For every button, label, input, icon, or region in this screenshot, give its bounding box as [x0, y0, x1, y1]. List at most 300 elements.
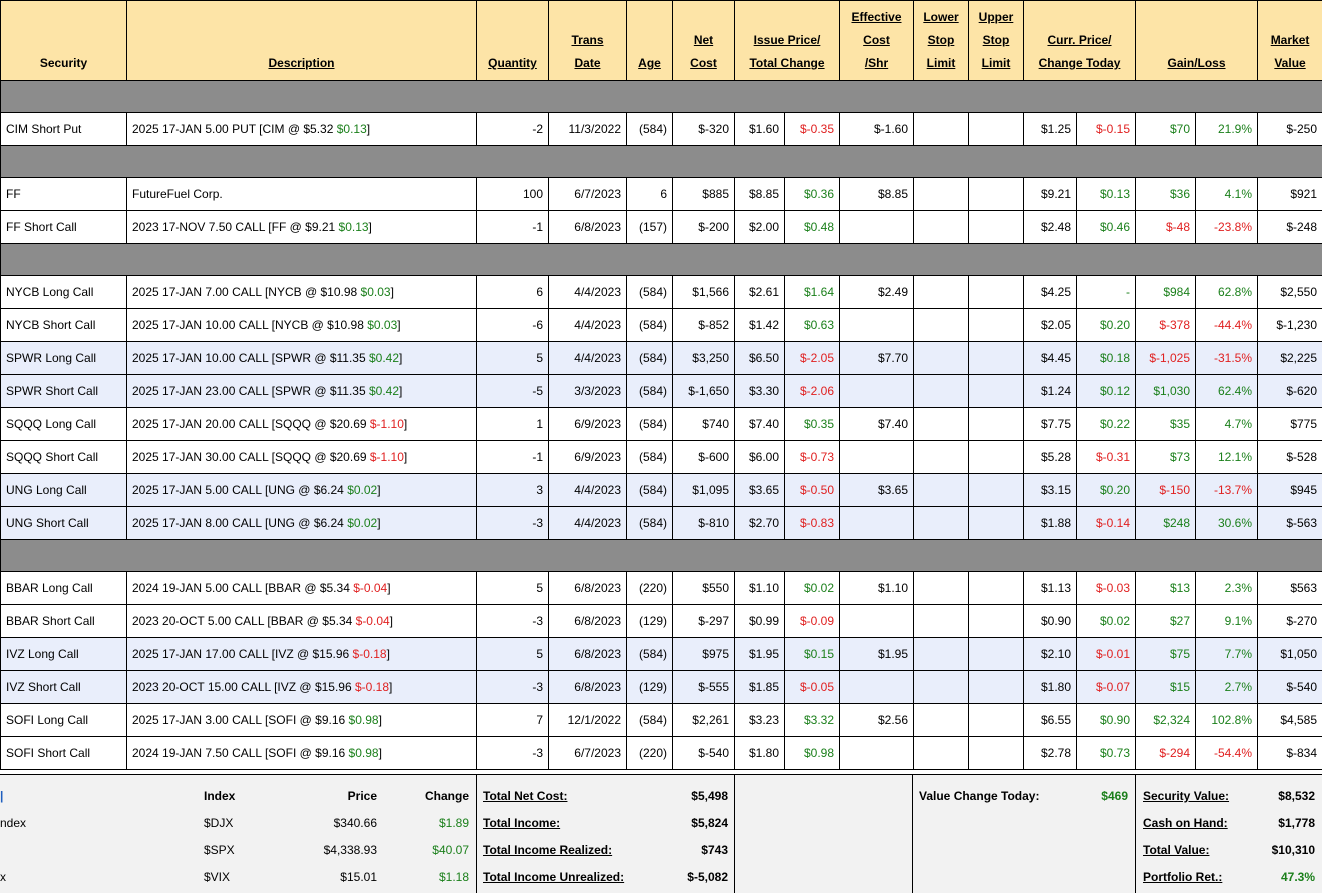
gain-loss-pct-cell[interactable]: 7.7% [1196, 638, 1258, 671]
net-cost-cell[interactable]: $740 [673, 408, 735, 441]
gain-loss-cell[interactable]: $15 [1136, 671, 1196, 704]
change-today-cell[interactable]: $0.12 [1077, 375, 1136, 408]
position-row[interactable] [1, 704, 1322, 737]
gain-loss-cell[interactable]: $-378 [1136, 309, 1196, 342]
quantity-cell[interactable]: -1 [477, 441, 549, 474]
quantity-cell[interactable]: 100 [477, 178, 549, 211]
position-row[interactable] [1, 605, 1322, 638]
effective-cost-cell[interactable] [840, 671, 914, 704]
description-cell[interactable] [127, 408, 477, 441]
security-cell[interactable]: SPWR Short Call [1, 375, 127, 408]
current-price-cell[interactable]: $2.10 [1024, 638, 1077, 671]
gain-loss-pct-cell[interactable]: 102.8% [1196, 704, 1258, 737]
market-value-cell[interactable]: $-248 [1258, 211, 1322, 244]
description-cell[interactable] [127, 441, 477, 474]
total-change-cell[interactable]: $0.48 [785, 211, 840, 244]
net-cost-cell[interactable]: $1,566 [673, 276, 735, 309]
quantity-cell[interactable]: 6 [477, 276, 549, 309]
age-cell[interactable]: 6 [627, 178, 673, 211]
gain-loss-pct-cell[interactable]: -54.4% [1196, 737, 1258, 770]
position-row[interactable] [1, 375, 1322, 408]
current-price-cell[interactable]: $5.28 [1024, 441, 1077, 474]
upper-stop-cell[interactable] [969, 309, 1024, 342]
change-today-cell[interactable]: $0.90 [1077, 704, 1136, 737]
change-today-cell[interactable]: $0.02 [1077, 605, 1136, 638]
total-change-cell[interactable]: $0.98 [785, 737, 840, 770]
current-price-cell[interactable]: $1.88 [1024, 507, 1077, 540]
quantity-cell[interactable]: 1 [477, 408, 549, 441]
lower-stop-cell[interactable] [914, 507, 969, 540]
upper-stop-cell[interactable] [969, 605, 1024, 638]
age-cell[interactable]: (584) [627, 113, 673, 146]
trans-date-cell[interactable]: 4/4/2023 [549, 474, 627, 507]
effective-cost-cell[interactable]: $-1.60 [840, 113, 914, 146]
quantity-cell[interactable]: 3 [477, 474, 549, 507]
lower-stop-cell[interactable] [914, 704, 969, 737]
effective-cost-cell[interactable] [840, 737, 914, 770]
col-net-cost[interactable]: Net Cost [673, 1, 735, 81]
upper-stop-cell[interactable] [969, 113, 1024, 146]
age-cell[interactable]: (584) [627, 704, 673, 737]
lower-stop-cell[interactable] [914, 638, 969, 671]
gain-loss-cell[interactable]: $27 [1136, 605, 1196, 638]
quantity-cell[interactable]: -1 [477, 211, 549, 244]
lower-stop-cell[interactable] [914, 375, 969, 408]
age-cell[interactable]: (584) [627, 638, 673, 671]
effective-cost-cell[interactable] [840, 309, 914, 342]
col-effective-cost[interactable]: Effective Cost /Shr [840, 1, 914, 81]
total-change-cell[interactable]: $1.64 [785, 276, 840, 309]
description-cell[interactable] [127, 671, 477, 704]
security-cell[interactable]: SOFI Long Call [1, 704, 127, 737]
trans-date-cell[interactable]: 6/8/2023 [549, 572, 627, 605]
security-cell[interactable]: SQQQ Short Call [1, 441, 127, 474]
position-row[interactable] [1, 113, 1322, 146]
issue-price-cell[interactable]: $6.00 [735, 441, 785, 474]
net-cost-cell[interactable]: $-1,650 [673, 375, 735, 408]
col-security[interactable]: Security [1, 1, 127, 81]
upper-stop-cell[interactable] [969, 572, 1024, 605]
upper-stop-cell[interactable] [969, 671, 1024, 704]
quantity-cell[interactable]: 7 [477, 704, 549, 737]
market-value-cell[interactable]: $-528 [1258, 441, 1322, 474]
description-cell[interactable] [127, 178, 477, 211]
total-change-cell[interactable]: $-2.06 [785, 375, 840, 408]
quantity-cell[interactable]: -2 [477, 113, 549, 146]
change-today-cell[interactable]: $-0.01 [1077, 638, 1136, 671]
issue-price-cell[interactable]: $1.42 [735, 309, 785, 342]
age-cell[interactable]: (220) [627, 737, 673, 770]
description-cell[interactable] [127, 342, 477, 375]
upper-stop-cell[interactable] [969, 276, 1024, 309]
position-row[interactable] [1, 474, 1322, 507]
current-price-cell[interactable]: $2.48 [1024, 211, 1077, 244]
market-value-cell[interactable]: $1,050 [1258, 638, 1322, 671]
col-age[interactable]: Age [627, 1, 673, 81]
issue-price-cell[interactable]: $2.00 [735, 211, 785, 244]
market-value-cell[interactable]: $-1,230 [1258, 309, 1322, 342]
trans-date-cell[interactable]: 6/8/2023 [549, 671, 627, 704]
net-cost-cell[interactable]: $-297 [673, 605, 735, 638]
current-price-cell[interactable]: $2.78 [1024, 737, 1077, 770]
position-row[interactable] [1, 572, 1322, 605]
description-cell[interactable] [127, 507, 477, 540]
position-row[interactable] [1, 408, 1322, 441]
age-cell[interactable]: (584) [627, 342, 673, 375]
effective-cost-cell[interactable] [840, 507, 914, 540]
issue-price-cell[interactable]: $2.61 [735, 276, 785, 309]
gain-loss-pct-cell[interactable]: 21.9% [1196, 113, 1258, 146]
lower-stop-cell[interactable] [914, 671, 969, 704]
gain-loss-cell[interactable]: $1,030 [1136, 375, 1196, 408]
total-change-cell[interactable]: $-0.83 [785, 507, 840, 540]
security-cell[interactable]: UNG Short Call [1, 507, 127, 540]
security-cell[interactable]: NYCB Long Call [1, 276, 127, 309]
age-cell[interactable]: (584) [627, 507, 673, 540]
net-cost-cell[interactable]: $-600 [673, 441, 735, 474]
col-curr-price[interactable]: Curr. Price/ Change Today [1024, 1, 1136, 81]
gain-loss-cell[interactable]: $73 [1136, 441, 1196, 474]
age-cell[interactable]: (129) [627, 671, 673, 704]
effective-cost-cell[interactable]: $2.56 [840, 704, 914, 737]
change-today-cell[interactable]: $-0.31 [1077, 441, 1136, 474]
total-change-cell[interactable]: $-0.50 [785, 474, 840, 507]
total-change-cell[interactable]: $0.63 [785, 309, 840, 342]
effective-cost-cell[interactable]: $1.10 [840, 572, 914, 605]
lower-stop-cell[interactable] [914, 113, 969, 146]
position-row[interactable] [1, 737, 1322, 770]
current-price-cell[interactable]: $2.05 [1024, 309, 1077, 342]
col-description[interactable]: Description [127, 1, 477, 81]
lower-stop-cell[interactable] [914, 408, 969, 441]
gain-loss-pct-cell[interactable]: 2.7% [1196, 671, 1258, 704]
issue-price-cell[interactable]: $1.85 [735, 671, 785, 704]
gain-loss-pct-cell[interactable]: -44.4% [1196, 309, 1258, 342]
lower-stop-cell[interactable] [914, 605, 969, 638]
trans-date-cell[interactable]: 3/3/2023 [549, 375, 627, 408]
gain-loss-pct-cell[interactable]: 62.8% [1196, 276, 1258, 309]
gain-loss-pct-cell[interactable]: -31.5% [1196, 342, 1258, 375]
gain-loss-cell[interactable]: $36 [1136, 178, 1196, 211]
age-cell[interactable]: (584) [627, 441, 673, 474]
net-cost-cell[interactable]: $-852 [673, 309, 735, 342]
quantity-cell[interactable]: -3 [477, 671, 549, 704]
gain-loss-cell[interactable]: $248 [1136, 507, 1196, 540]
upper-stop-cell[interactable] [969, 507, 1024, 540]
position-row[interactable] [1, 211, 1322, 244]
quantity-cell[interactable]: -6 [477, 309, 549, 342]
effective-cost-cell[interactable] [840, 441, 914, 474]
col-quantity[interactable]: Quantity [477, 1, 549, 81]
position-row[interactable] [1, 507, 1322, 540]
gain-loss-pct-cell[interactable]: 12.1% [1196, 441, 1258, 474]
col-issue-price[interactable]: Issue Price/ Total Change [735, 1, 840, 81]
quantity-cell[interactable]: -3 [477, 605, 549, 638]
total-change-cell[interactable]: $-2.05 [785, 342, 840, 375]
market-value-cell[interactable]: $-270 [1258, 605, 1322, 638]
upper-stop-cell[interactable] [969, 408, 1024, 441]
current-price-cell[interactable]: $4.25 [1024, 276, 1077, 309]
trans-date-cell[interactable]: 6/7/2023 [549, 737, 627, 770]
upper-stop-cell[interactable] [969, 704, 1024, 737]
lower-stop-cell[interactable] [914, 342, 969, 375]
net-cost-cell[interactable]: $3,250 [673, 342, 735, 375]
net-cost-cell[interactable]: $-200 [673, 211, 735, 244]
market-value-cell[interactable]: $563 [1258, 572, 1322, 605]
upper-stop-cell[interactable] [969, 178, 1024, 211]
position-row[interactable] [1, 638, 1322, 671]
gain-loss-pct-cell[interactable]: -13.7% [1196, 474, 1258, 507]
net-cost-cell[interactable]: $2,261 [673, 704, 735, 737]
quantity-cell[interactable]: -5 [477, 375, 549, 408]
current-price-cell[interactable]: $0.90 [1024, 605, 1077, 638]
description-cell[interactable] [127, 704, 477, 737]
trans-date-cell[interactable]: 6/9/2023 [549, 441, 627, 474]
issue-price-cell[interactable]: $3.30 [735, 375, 785, 408]
effective-cost-cell[interactable]: $2.49 [840, 276, 914, 309]
net-cost-cell[interactable]: $-810 [673, 507, 735, 540]
security-cell[interactable]: FF Short Call [1, 211, 127, 244]
age-cell[interactable]: (584) [627, 375, 673, 408]
gain-loss-pct-cell[interactable]: -23.8% [1196, 211, 1258, 244]
market-value-cell[interactable]: $4,585 [1258, 704, 1322, 737]
position-row[interactable] [1, 276, 1322, 309]
change-today-cell[interactable]: $0.20 [1077, 309, 1136, 342]
issue-price-cell[interactable]: $1.10 [735, 572, 785, 605]
effective-cost-cell[interactable] [840, 211, 914, 244]
lower-stop-cell[interactable] [914, 572, 969, 605]
upper-stop-cell[interactable] [969, 474, 1024, 507]
gain-loss-cell[interactable]: $-1,025 [1136, 342, 1196, 375]
col-trans-date[interactable]: Trans Date [549, 1, 627, 81]
change-today-cell[interactable]: $-0.03 [1077, 572, 1136, 605]
total-change-cell[interactable]: $-0.35 [785, 113, 840, 146]
upper-stop-cell[interactable] [969, 441, 1024, 474]
lower-stop-cell[interactable] [914, 309, 969, 342]
lower-stop-cell[interactable] [914, 276, 969, 309]
net-cost-cell[interactable]: $-320 [673, 113, 735, 146]
position-row[interactable] [1, 441, 1322, 474]
description-cell[interactable] [127, 572, 477, 605]
market-value-cell[interactable]: $945 [1258, 474, 1322, 507]
upper-stop-cell[interactable] [969, 737, 1024, 770]
position-row[interactable] [1, 309, 1322, 342]
gain-loss-cell[interactable]: $984 [1136, 276, 1196, 309]
issue-price-cell[interactable]: $1.60 [735, 113, 785, 146]
current-price-cell[interactable]: $3.15 [1024, 474, 1077, 507]
col-upper-stop[interactable]: Upper Stop Limit [969, 1, 1024, 81]
description-cell[interactable] [127, 638, 477, 671]
trans-date-cell[interactable]: 6/7/2023 [549, 178, 627, 211]
net-cost-cell[interactable]: $-540 [673, 737, 735, 770]
description-cell[interactable] [127, 605, 477, 638]
gain-loss-cell[interactable]: $35 [1136, 408, 1196, 441]
description-cell[interactable] [127, 474, 477, 507]
total-change-cell[interactable]: $-0.09 [785, 605, 840, 638]
quantity-cell[interactable]: -3 [477, 737, 549, 770]
effective-cost-cell[interactable] [840, 605, 914, 638]
gain-loss-cell[interactable]: $-294 [1136, 737, 1196, 770]
effective-cost-cell[interactable]: $1.95 [840, 638, 914, 671]
security-cell[interactable]: IVZ Short Call [1, 671, 127, 704]
market-value-cell[interactable]: $-834 [1258, 737, 1322, 770]
gain-loss-cell[interactable]: $70 [1136, 113, 1196, 146]
security-cell[interactable]: SQQQ Long Call [1, 408, 127, 441]
security-cell[interactable]: BBAR Long Call [1, 572, 127, 605]
trans-date-cell[interactable]: 6/8/2023 [549, 211, 627, 244]
current-price-cell[interactable]: $4.45 [1024, 342, 1077, 375]
gain-loss-cell[interactable]: $2,324 [1136, 704, 1196, 737]
lower-stop-cell[interactable] [914, 211, 969, 244]
current-price-cell[interactable]: $1.24 [1024, 375, 1077, 408]
effective-cost-cell[interactable] [840, 375, 914, 408]
lower-stop-cell[interactable] [914, 474, 969, 507]
market-value-cell[interactable]: $-250 [1258, 113, 1322, 146]
upper-stop-cell[interactable] [969, 211, 1024, 244]
age-cell[interactable]: (157) [627, 211, 673, 244]
current-price-cell[interactable]: $1.25 [1024, 113, 1077, 146]
gain-loss-pct-cell[interactable]: 30.6% [1196, 507, 1258, 540]
total-change-cell[interactable]: $0.02 [785, 572, 840, 605]
age-cell[interactable]: (129) [627, 605, 673, 638]
age-cell[interactable]: (584) [627, 276, 673, 309]
effective-cost-cell[interactable]: $7.70 [840, 342, 914, 375]
total-change-cell[interactable]: $-0.05 [785, 671, 840, 704]
issue-price-cell[interactable]: $6.50 [735, 342, 785, 375]
current-price-cell[interactable]: $7.75 [1024, 408, 1077, 441]
security-cell[interactable]: IVZ Long Call [1, 638, 127, 671]
security-cell[interactable]: CIM Short Put [1, 113, 127, 146]
current-price-cell[interactable]: $6.55 [1024, 704, 1077, 737]
upper-stop-cell[interactable] [969, 638, 1024, 671]
market-value-cell[interactable]: $775 [1258, 408, 1322, 441]
description-cell[interactable] [127, 737, 477, 770]
market-value-cell[interactable]: $-563 [1258, 507, 1322, 540]
description-cell[interactable] [127, 211, 477, 244]
gain-loss-cell[interactable]: $13 [1136, 572, 1196, 605]
issue-price-cell[interactable]: $8.85 [735, 178, 785, 211]
total-change-cell[interactable]: $-0.73 [785, 441, 840, 474]
position-row[interactable] [1, 178, 1322, 211]
position-row[interactable] [1, 671, 1322, 704]
gain-loss-cell[interactable]: $-150 [1136, 474, 1196, 507]
col-lower-stop[interactable]: Lower Stop Limit [914, 1, 969, 81]
gain-loss-pct-cell[interactable]: 4.1% [1196, 178, 1258, 211]
market-value-cell[interactable]: $-540 [1258, 671, 1322, 704]
net-cost-cell[interactable]: $550 [673, 572, 735, 605]
security-cell[interactable]: BBAR Short Call [1, 605, 127, 638]
upper-stop-cell[interactable] [969, 375, 1024, 408]
quantity-cell[interactable]: 5 [477, 572, 549, 605]
quantity-cell[interactable]: 5 [477, 638, 549, 671]
issue-price-cell[interactable]: $1.80 [735, 737, 785, 770]
effective-cost-cell[interactable]: $3.65 [840, 474, 914, 507]
col-market-value[interactable]: Market Value [1258, 1, 1322, 81]
description-cell[interactable] [127, 375, 477, 408]
net-cost-cell[interactable]: $1,095 [673, 474, 735, 507]
gain-loss-cell[interactable]: $-48 [1136, 211, 1196, 244]
age-cell[interactable]: (220) [627, 572, 673, 605]
quantity-cell[interactable]: 5 [477, 342, 549, 375]
description-cell[interactable] [127, 276, 477, 309]
effective-cost-cell[interactable]: $7.40 [840, 408, 914, 441]
issue-price-cell[interactable]: $3.65 [735, 474, 785, 507]
trans-date-cell[interactable]: 6/8/2023 [549, 605, 627, 638]
security-cell[interactable]: SPWR Long Call [1, 342, 127, 375]
total-change-cell[interactable]: $0.35 [785, 408, 840, 441]
lower-stop-cell[interactable] [914, 441, 969, 474]
total-change-cell[interactable]: $0.15 [785, 638, 840, 671]
lower-stop-cell[interactable] [914, 178, 969, 211]
trans-date-cell[interactable]: 12/1/2022 [549, 704, 627, 737]
net-cost-cell[interactable]: $975 [673, 638, 735, 671]
trans-date-cell[interactable]: 4/4/2023 [549, 507, 627, 540]
change-today-cell[interactable]: - [1077, 276, 1136, 309]
issue-price-cell[interactable]: $1.95 [735, 638, 785, 671]
current-price-cell[interactable]: $1.80 [1024, 671, 1077, 704]
trans-date-cell[interactable]: 4/4/2023 [549, 276, 627, 309]
change-today-cell[interactable]: $0.13 [1077, 178, 1136, 211]
change-today-cell[interactable]: $0.20 [1077, 474, 1136, 507]
trans-date-cell[interactable]: 6/8/2023 [549, 638, 627, 671]
col-gain-loss[interactable]: Gain/Loss [1136, 1, 1258, 81]
gain-loss-pct-cell[interactable]: 62.4% [1196, 375, 1258, 408]
market-value-cell[interactable]: $2,225 [1258, 342, 1322, 375]
net-cost-cell[interactable]: $885 [673, 178, 735, 211]
current-price-cell[interactable]: $1.13 [1024, 572, 1077, 605]
gain-loss-pct-cell[interactable]: 9.1% [1196, 605, 1258, 638]
net-cost-cell[interactable]: $-555 [673, 671, 735, 704]
age-cell[interactable]: (584) [627, 309, 673, 342]
issue-price-cell[interactable]: $2.70 [735, 507, 785, 540]
gain-loss-pct-cell[interactable]: 4.7% [1196, 408, 1258, 441]
issue-price-cell[interactable]: $7.40 [735, 408, 785, 441]
change-today-cell[interactable]: $-0.14 [1077, 507, 1136, 540]
trans-date-cell[interactable]: 4/4/2023 [549, 342, 627, 375]
current-price-cell[interactable]: $9.21 [1024, 178, 1077, 211]
effective-cost-cell[interactable]: $8.85 [840, 178, 914, 211]
age-cell[interactable]: (584) [627, 408, 673, 441]
age-cell[interactable]: (584) [627, 474, 673, 507]
gain-loss-cell[interactable]: $75 [1136, 638, 1196, 671]
trans-date-cell[interactable]: 6/9/2023 [549, 408, 627, 441]
security-cell[interactable]: FF [1, 178, 127, 211]
issue-price-cell[interactable]: $3.23 [735, 704, 785, 737]
change-today-cell[interactable]: $0.73 [1077, 737, 1136, 770]
quantity-cell[interactable]: -3 [477, 507, 549, 540]
trans-date-cell[interactable]: 11/3/2022 [549, 113, 627, 146]
lower-stop-cell[interactable] [914, 737, 969, 770]
issue-price-cell[interactable]: $0.99 [735, 605, 785, 638]
description-cell[interactable] [127, 113, 477, 146]
market-value-cell[interactable]: $2,550 [1258, 276, 1322, 309]
gain-loss-pct-cell[interactable]: 2.3% [1196, 572, 1258, 605]
security-cell[interactable]: SOFI Short Call [1, 737, 127, 770]
market-value-cell[interactable]: $921 [1258, 178, 1322, 211]
trans-date-cell[interactable]: 4/4/2023 [549, 309, 627, 342]
change-today-cell[interactable]: $0.46 [1077, 211, 1136, 244]
security-cell[interactable]: UNG Long Call [1, 474, 127, 507]
total-change-cell[interactable]: $0.36 [785, 178, 840, 211]
description-cell[interactable] [127, 309, 477, 342]
security-cell[interactable]: NYCB Short Call [1, 309, 127, 342]
position-row[interactable] [1, 342, 1322, 375]
change-today-cell[interactable]: $-0.15 [1077, 113, 1136, 146]
change-today-cell[interactable]: $0.22 [1077, 408, 1136, 441]
market-value-cell[interactable]: $-620 [1258, 375, 1322, 408]
upper-stop-cell[interactable] [969, 342, 1024, 375]
change-today-cell[interactable]: $0.18 [1077, 342, 1136, 375]
